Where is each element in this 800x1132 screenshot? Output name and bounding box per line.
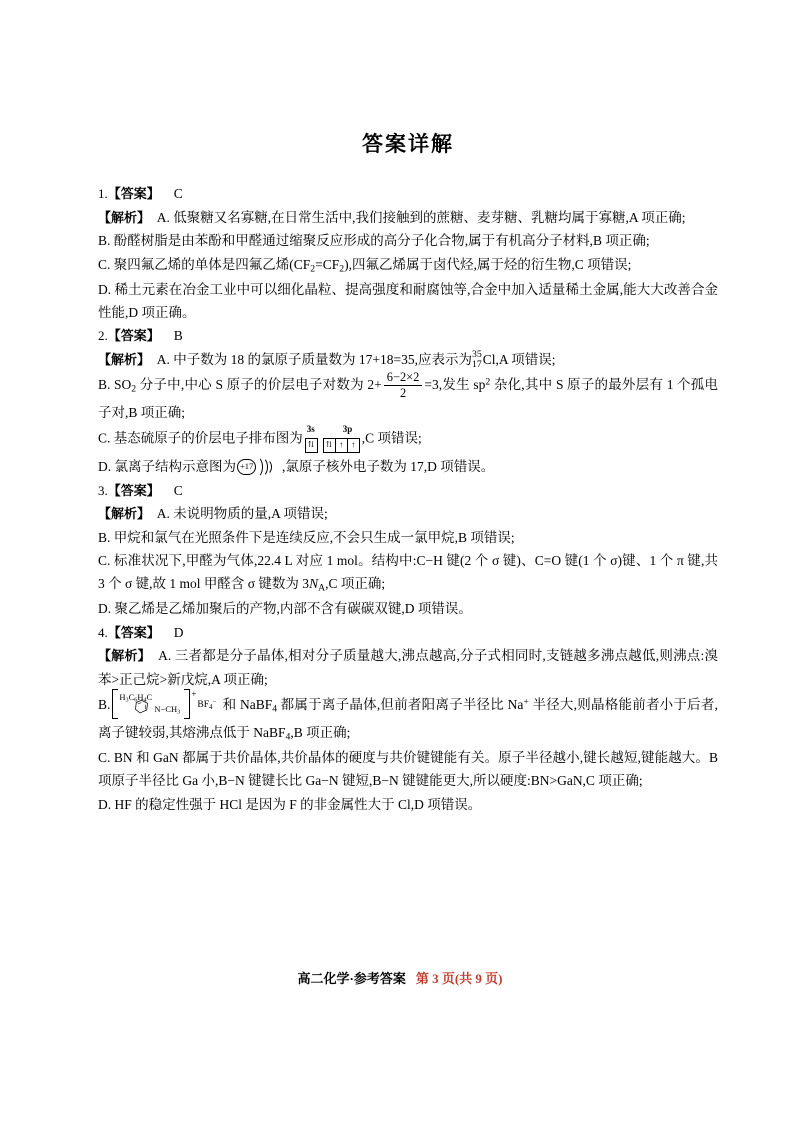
analysis-tag-1: 【解析】 xyxy=(98,209,151,225)
analysis-option-2c: C. 基态硫原子的价层电子排布图为 3s 3p ⇅ ⇅ ↑ ↑ ,C 项错误; xyxy=(98,424,718,454)
analysis-option-1b: B. 酚醛树脂是由苯酚和甲醛通过缩聚反应形成的高分子化合物,属于有机高分子材料,B 项正确; xyxy=(98,233,650,249)
answer-line-3 xyxy=(98,481,718,502)
answer-tag-4: 【答案】 xyxy=(107,624,160,640)
orbital-diagram: 3s 3p ⇅ ⇅ ↑ ↑ xyxy=(305,422,360,452)
answer-line-4 xyxy=(98,623,718,644)
question-number-2: 2. xyxy=(98,328,108,344)
question-block-2 xyxy=(98,326,718,478)
analysis-option-2b: B. $SO_2$ 分子中,中心 S 原子的价层电子对数为 2+ $\frac{6-2\times 2}{2}$ =3,发生 $sp^2$ 杂化,其中 S 原子的最外层有 1 个孤电子对,B 项正确; xyxy=(98,370,718,420)
orbital-3s-boxes: ⇅ xyxy=(305,438,318,453)
analysis-option-3c: C. 标准状况下,甲醛为气体,22.4 L 对应 1 mol。结构中:C−H 键(2 个 σ 键)、C=O 键(1 个 σ)键、1 个 π 键,共 3 个 σ 键,故 1 mol 甲醛含 σ 键数为 $3N_A,C$ 项正确; xyxy=(98,553,718,594)
analysis-option-1c: C. 聚四氟乙烯的单体是四氟乙烯$(CF_2=CF_2)$,四氟乙烯属于卤代烃,属于烃的衍生物,C 项错误; xyxy=(98,256,632,274)
answer-tag-3: 【答案】 xyxy=(107,482,160,498)
fraction-valence: $\frac{6-2\times 2}{2}$ xyxy=(384,370,423,400)
ionic-structure-diagram: $H_3C_6H_4C$ $N-CH_3$ + $BF_4^-$ xyxy=(112,689,220,719)
answer-line-1 xyxy=(98,184,718,205)
question-number-3: 3. xyxy=(98,482,108,498)
analysis-option-4c: C. BN 和 GaN 都属于共价晶体,共价晶体的硬度与共价键键能有关。原子半径越小,键长越短,键能越大。B 项原子半径比 Ga 小,B−N 键键长比 Ga−N 键短,B−N 键键能更大,所以硬度:BN>GaN,C 项正确; xyxy=(98,750,718,789)
orbital-3p-boxes: ⇅ ↑ ↑ xyxy=(323,438,360,453)
chloride-shell-diagram: +17 xyxy=(237,456,281,478)
analysis-option-1a: 【解析】 A. 低聚糖又名寡糖,在日常生活中,我们接触到的蔗糖、麦芽糖、乳糖均属于寡糖,A 项正确; xyxy=(98,209,686,225)
analysis-option-3d: D. 聚乙烯是乙烯加聚后的产物,内部不含有碳碳双键,D 项错误。 xyxy=(98,601,472,617)
answer-value-1: C xyxy=(173,186,183,201)
answer-line-2 xyxy=(98,326,718,347)
page-title: 答案详解 xyxy=(362,132,454,156)
analysis-tag-4: 【解析】 xyxy=(98,648,151,664)
isotope-notation: 35 17 xyxy=(472,348,482,370)
answer-value-4: D xyxy=(173,624,184,640)
answer-tag-1: 【答案】 xyxy=(107,186,160,201)
question-block-3 xyxy=(98,481,718,621)
question-block-4 xyxy=(98,623,718,816)
analysis-option-4b: B. $H_3C_6H_4C$ $N-CH_3$ + $BF_4^-$ 和 NaBF$_4$ 都属于离子晶体,但前者阳离子半径比 Na+ 半径大,则晶格能前者小于后者,离子键较弱,其熔沸点低于 NaBF$_4$,B 项正确; xyxy=(98,689,718,743)
answer-value-3: C xyxy=(173,482,183,498)
analysis-tag-2: 【解析】 xyxy=(98,351,151,367)
footer-page-number: 第 3 页(共 9 页) xyxy=(415,971,503,986)
analysis-option-1d: D. 稀土元素在冶金工业中可以细化晶粒、提高强度和耐腐蚀等,合金中加入适量稀土金属,能大大改善合金性能,D 项正确。 xyxy=(98,281,718,320)
answer-value-2: B xyxy=(173,328,183,344)
analysis-tag-3: 【解析】 xyxy=(98,506,151,522)
analysis-option-4d: D. HF 的稳定性强于 HCl 是因为 F 的非金属性大于 Cl,D 项错误。 xyxy=(98,796,482,812)
analysis-option-2a: 【解析】 A. 中子数为 18 的氯原子质量数为 17+18=35,应表示为 35 17 Cl,A 项错误; xyxy=(98,348,556,370)
question-number-4: 4. xyxy=(98,624,108,640)
page-footer xyxy=(0,968,800,987)
analysis-option-4a: 【解析】 A. 三者都是分子晶体,相对分子质量越大,沸点越高,分子式相同时,支链越多沸点越低,则沸点:溴苯>正己烷>新戊烷,A 项正确; xyxy=(98,648,718,687)
ring-icon xyxy=(134,699,152,715)
footer-left-text: 高二化学·参考答案 xyxy=(297,971,406,986)
question-block-1 xyxy=(98,184,718,324)
answer-tag-2: 【答案】 xyxy=(107,328,160,344)
analysis-option-2d: D. 氯离子结构示意图为 +17 ,氯原子核外电子数为 17,D 项错误。 xyxy=(98,455,718,479)
analysis-option-3a: 【解析】 A. 未说明物质的量,A 项错误; xyxy=(98,506,328,522)
question-number-1: 1. xyxy=(98,186,108,201)
analysis-option-3b: B. 甲烷和氯气在光照条件下是连续反应,不会只生成一氯甲烷,B 项错误; xyxy=(98,529,515,545)
document-content xyxy=(98,128,718,818)
